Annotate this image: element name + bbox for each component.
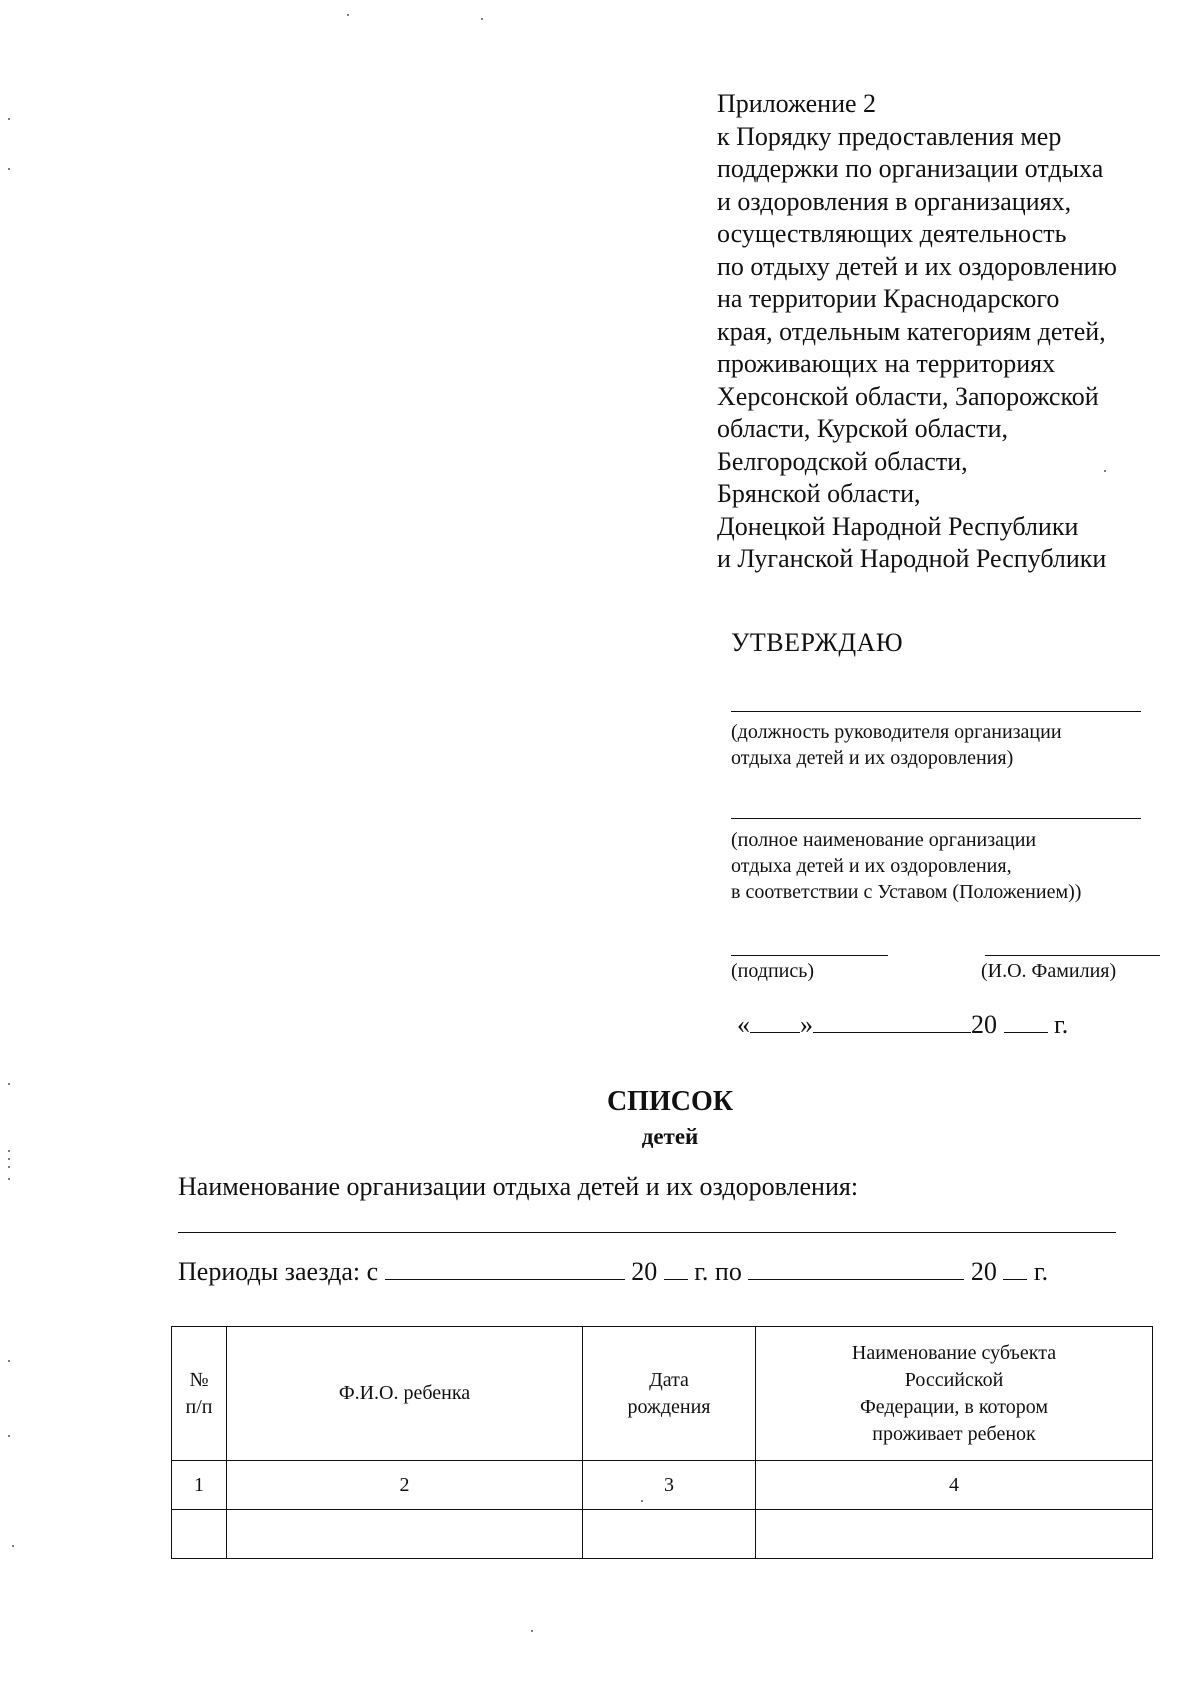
table-row	[172, 1510, 1153, 1559]
appendix-line: области, Курской области,	[717, 414, 1008, 443]
column-number: 2	[227, 1461, 583, 1510]
header-number	[172, 1327, 227, 1461]
header-child-name-line: Ф.И.О. ребенка	[338, 1382, 471, 1404]
full-name-line	[985, 955, 1160, 956]
position-caption-line: отдыха детей и их оздоровления)	[731, 747, 1014, 769]
organization-caption-line: в соответствии с Уставом (Положением))	[731, 881, 1082, 903]
header-region-line: Российской	[904, 1368, 1004, 1391]
approval-date	[737, 1010, 1068, 1040]
table-cell	[227, 1510, 583, 1559]
children-table	[171, 1326, 1153, 1559]
table-numbering-row	[172, 1461, 1153, 1510]
date-year-prefix: 20	[971, 1010, 997, 1039]
table-cell	[172, 1510, 227, 1559]
period-year-prefix-1: 20	[631, 1257, 658, 1286]
appendix-header	[717, 88, 1187, 576]
appendix-line: осуществляющих деятельность	[717, 219, 1067, 248]
date-open-quote: «	[737, 1010, 750, 1039]
position-caption-line: (должность руководителя организации	[731, 721, 1062, 743]
appendix-line: Донецкой Народной Республики	[717, 511, 1079, 541]
header-region-line: Наименование субъекта	[851, 1341, 1057, 1364]
period-mid: г. по	[694, 1257, 742, 1286]
year-blank	[1004, 1010, 1048, 1033]
period-label: Периоды заезда: с	[178, 1257, 379, 1286]
appendix-line: Белгородской области,	[717, 446, 968, 476]
table-cell	[583, 1510, 756, 1559]
date-year-suffix: г.	[1054, 1010, 1069, 1039]
table-header-row	[172, 1327, 1153, 1461]
organization-label: Наименование организации отдыха детей и их оздоровления:	[178, 1172, 859, 1201]
signature-line	[731, 955, 888, 956]
organization-name-line	[731, 818, 1141, 819]
appendix-line: Херсонской области, Запорожской	[717, 381, 1099, 411]
header-number-line: №	[189, 1368, 209, 1391]
period-year-prefix-2: 20	[970, 1257, 997, 1286]
header-birth-date	[583, 1327, 756, 1461]
period-end-blank	[748, 1257, 964, 1280]
column-number: 4	[756, 1461, 1153, 1510]
header-birth-date-line: рождения	[627, 1395, 711, 1418]
position-caption	[731, 719, 1062, 771]
organization-caption-line: отдыха детей и их оздоровления,	[731, 855, 1012, 877]
appendix-line: Приложение 2	[717, 89, 877, 118]
appendix-line: и Луганской Народной Республики	[717, 544, 1107, 573]
organization-caption-line: (полное наименование организации	[731, 829, 1037, 851]
appendix-line: проживающих на территориях	[717, 349, 1056, 378]
organization-caption	[731, 827, 1081, 905]
column-number: 1	[172, 1461, 227, 1510]
date-close-quote: »	[800, 1010, 813, 1039]
position-signature-line	[731, 711, 1141, 712]
appendix-line: к Порядку предоставления мер	[717, 121, 1062, 151]
column-number: 3	[583, 1461, 756, 1510]
approval-title: УТВЕРЖДАЮ	[731, 628, 904, 657]
month-blank	[813, 1010, 971, 1033]
header-region	[756, 1327, 1153, 1461]
signature-label: (подпись)	[731, 960, 815, 982]
header-child-name	[227, 1327, 583, 1461]
appendix-line: края, отдельным категориям детей,	[717, 316, 1106, 346]
appendix-line: по отдыху детей и их оздоровлению	[717, 251, 1117, 281]
table-cell	[756, 1510, 1153, 1559]
organization-fill-line	[178, 1232, 1116, 1233]
appendix-line: Брянской области,	[717, 479, 921, 508]
period-start-blank	[385, 1257, 625, 1280]
header-birth-date-line: Дата	[649, 1368, 689, 1391]
period-year-blank-1	[664, 1257, 688, 1280]
full-name-label: (И.О. Фамилия)	[981, 960, 1117, 982]
appendix-line: и оздоровления в организациях,	[717, 186, 1072, 216]
header-region-line: Федерации, в котором	[859, 1395, 1049, 1418]
day-blank	[750, 1010, 800, 1033]
period-year-blank-2	[1003, 1257, 1027, 1280]
header-region-line: проживает ребенок	[872, 1422, 1036, 1445]
stay-period	[178, 1257, 1048, 1287]
document-subtitle: детей	[641, 1124, 699, 1149]
document-title: СПИСОК	[606, 1086, 734, 1117]
header-number-line: п/п	[185, 1395, 213, 1418]
period-end: г.	[1033, 1257, 1049, 1286]
appendix-line: на территории Краснодарского	[717, 284, 1060, 313]
appendix-line: поддержки по организации отдыха	[717, 154, 1104, 183]
